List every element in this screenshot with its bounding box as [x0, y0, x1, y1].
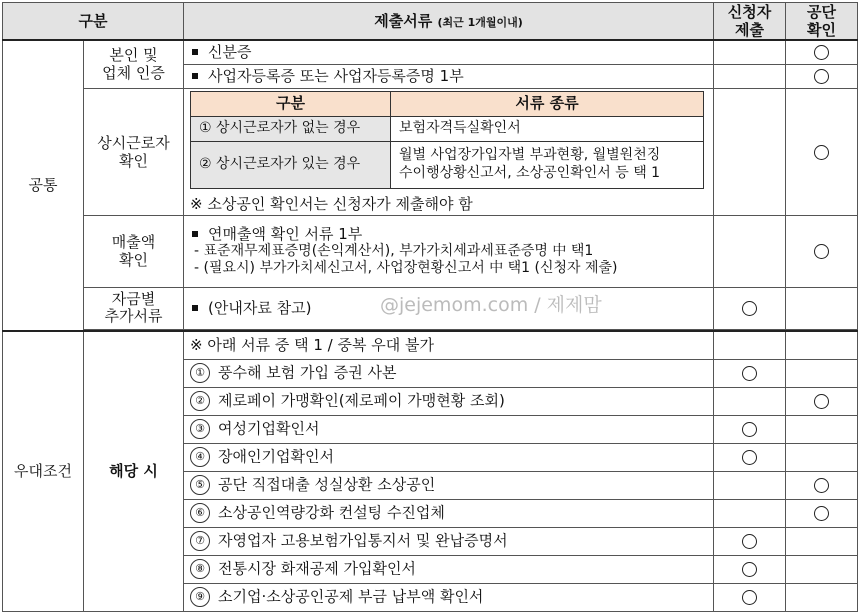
inner-condition: ② 상시근로자가 있는 경우	[191, 141, 391, 188]
preferential-item: ⑧ 전통시장 화재공제 가입확인서	[184, 555, 714, 583]
preferential-item: ⑤ 공단 직접대출 성실상환 소상공인	[184, 471, 714, 499]
workers-note: ※ 소상공인 확인서는 신청자가 제출해야 함	[190, 194, 473, 213]
preferential-item: ② 제로페이 가맹확인(제로페이 가맹현황 조회)	[184, 387, 714, 415]
preferential-item: ④ 장애인기업확인서	[184, 443, 714, 471]
header-category: 구분	[3, 3, 184, 41]
agency-check-circle	[814, 45, 829, 60]
identity-label: 본인 및 업체 인증	[84, 40, 184, 88]
inner-condition: ① 상시근로자가 없는 경우	[191, 116, 391, 141]
applicant-check-circle	[742, 562, 757, 577]
workers-inner-table	[190, 91, 704, 189]
workers-label: 상시근로자 확인	[84, 88, 184, 215]
agency-check-circle	[814, 478, 829, 493]
agency-check-circle	[814, 145, 829, 160]
agency-check-circle	[814, 506, 829, 521]
applicant-check-circle	[742, 366, 757, 381]
applicant-check-circle	[742, 450, 757, 465]
preferential-label: 우대조건	[3, 331, 84, 612]
inner-doc: 월별 사업장가입자별 부과현황, 월별원천징 수이행상황신고서, 소상공인확인서 등 택 1	[391, 141, 704, 188]
applicant-check-circle	[742, 534, 757, 549]
preferential-item: ⑨ 소기업·소상공인공제 부금 납부액 확인서	[184, 583, 714, 611]
common-label: 공통	[3, 40, 84, 331]
preferential-item: ⑦ 자영업자 고용보험가입통지서 및 완납증명서	[184, 527, 714, 555]
inner-header-category: 구분	[191, 91, 391, 116]
sales-label: 매출액 확인	[84, 215, 184, 287]
agency-check-circle	[814, 244, 829, 259]
inner-doc: 보험자격득실확인서	[391, 116, 704, 141]
applicant-check-circle	[742, 590, 757, 605]
preferential-item: ① 풍수해 보험 가입 증권 사본	[184, 359, 714, 387]
sales-docs: 연매출액 확인 서류 1부 - 표준재무제표증명(손익계산서), 부가가치세과세표준증명 中 택1 - (필요시) 부가가치세신고서, 사업장현황신고서 中 택1 (신청자 제출)	[184, 215, 714, 287]
agency-check-circle	[814, 394, 829, 409]
header-docs: 제출서류 (최근 1개월이내)	[184, 3, 714, 41]
preferential-item: ③ 여성기업확인서	[184, 415, 714, 443]
applicant-check-circle	[742, 301, 757, 316]
header-agency: 공단 확인	[786, 3, 858, 41]
fund-item: (안내자료 참고)	[184, 287, 714, 329]
identity-item: 신분증	[184, 40, 714, 64]
fund-label: 자금별 추가서류	[84, 287, 184, 329]
preferential-sub-label: 해당 시	[84, 331, 184, 612]
watermark: @jejemom.com / 제제맘	[380, 294, 602, 316]
inner-header-doc-type: 서류 종류	[391, 91, 704, 116]
identity-item: 사업자등록증 또는 사업자등록증명 1부	[184, 64, 714, 88]
header-applicant: 신청자 제출	[714, 3, 786, 41]
preferential-note: ※ 아래 서류 중 택 1 / 중복 우대 불가	[184, 331, 714, 360]
agency-check-circle	[814, 69, 829, 84]
applicant-check-circle	[742, 422, 757, 437]
preferential-item: ⑥ 소상공인역량강화 컨설팅 수진업체	[184, 499, 714, 527]
